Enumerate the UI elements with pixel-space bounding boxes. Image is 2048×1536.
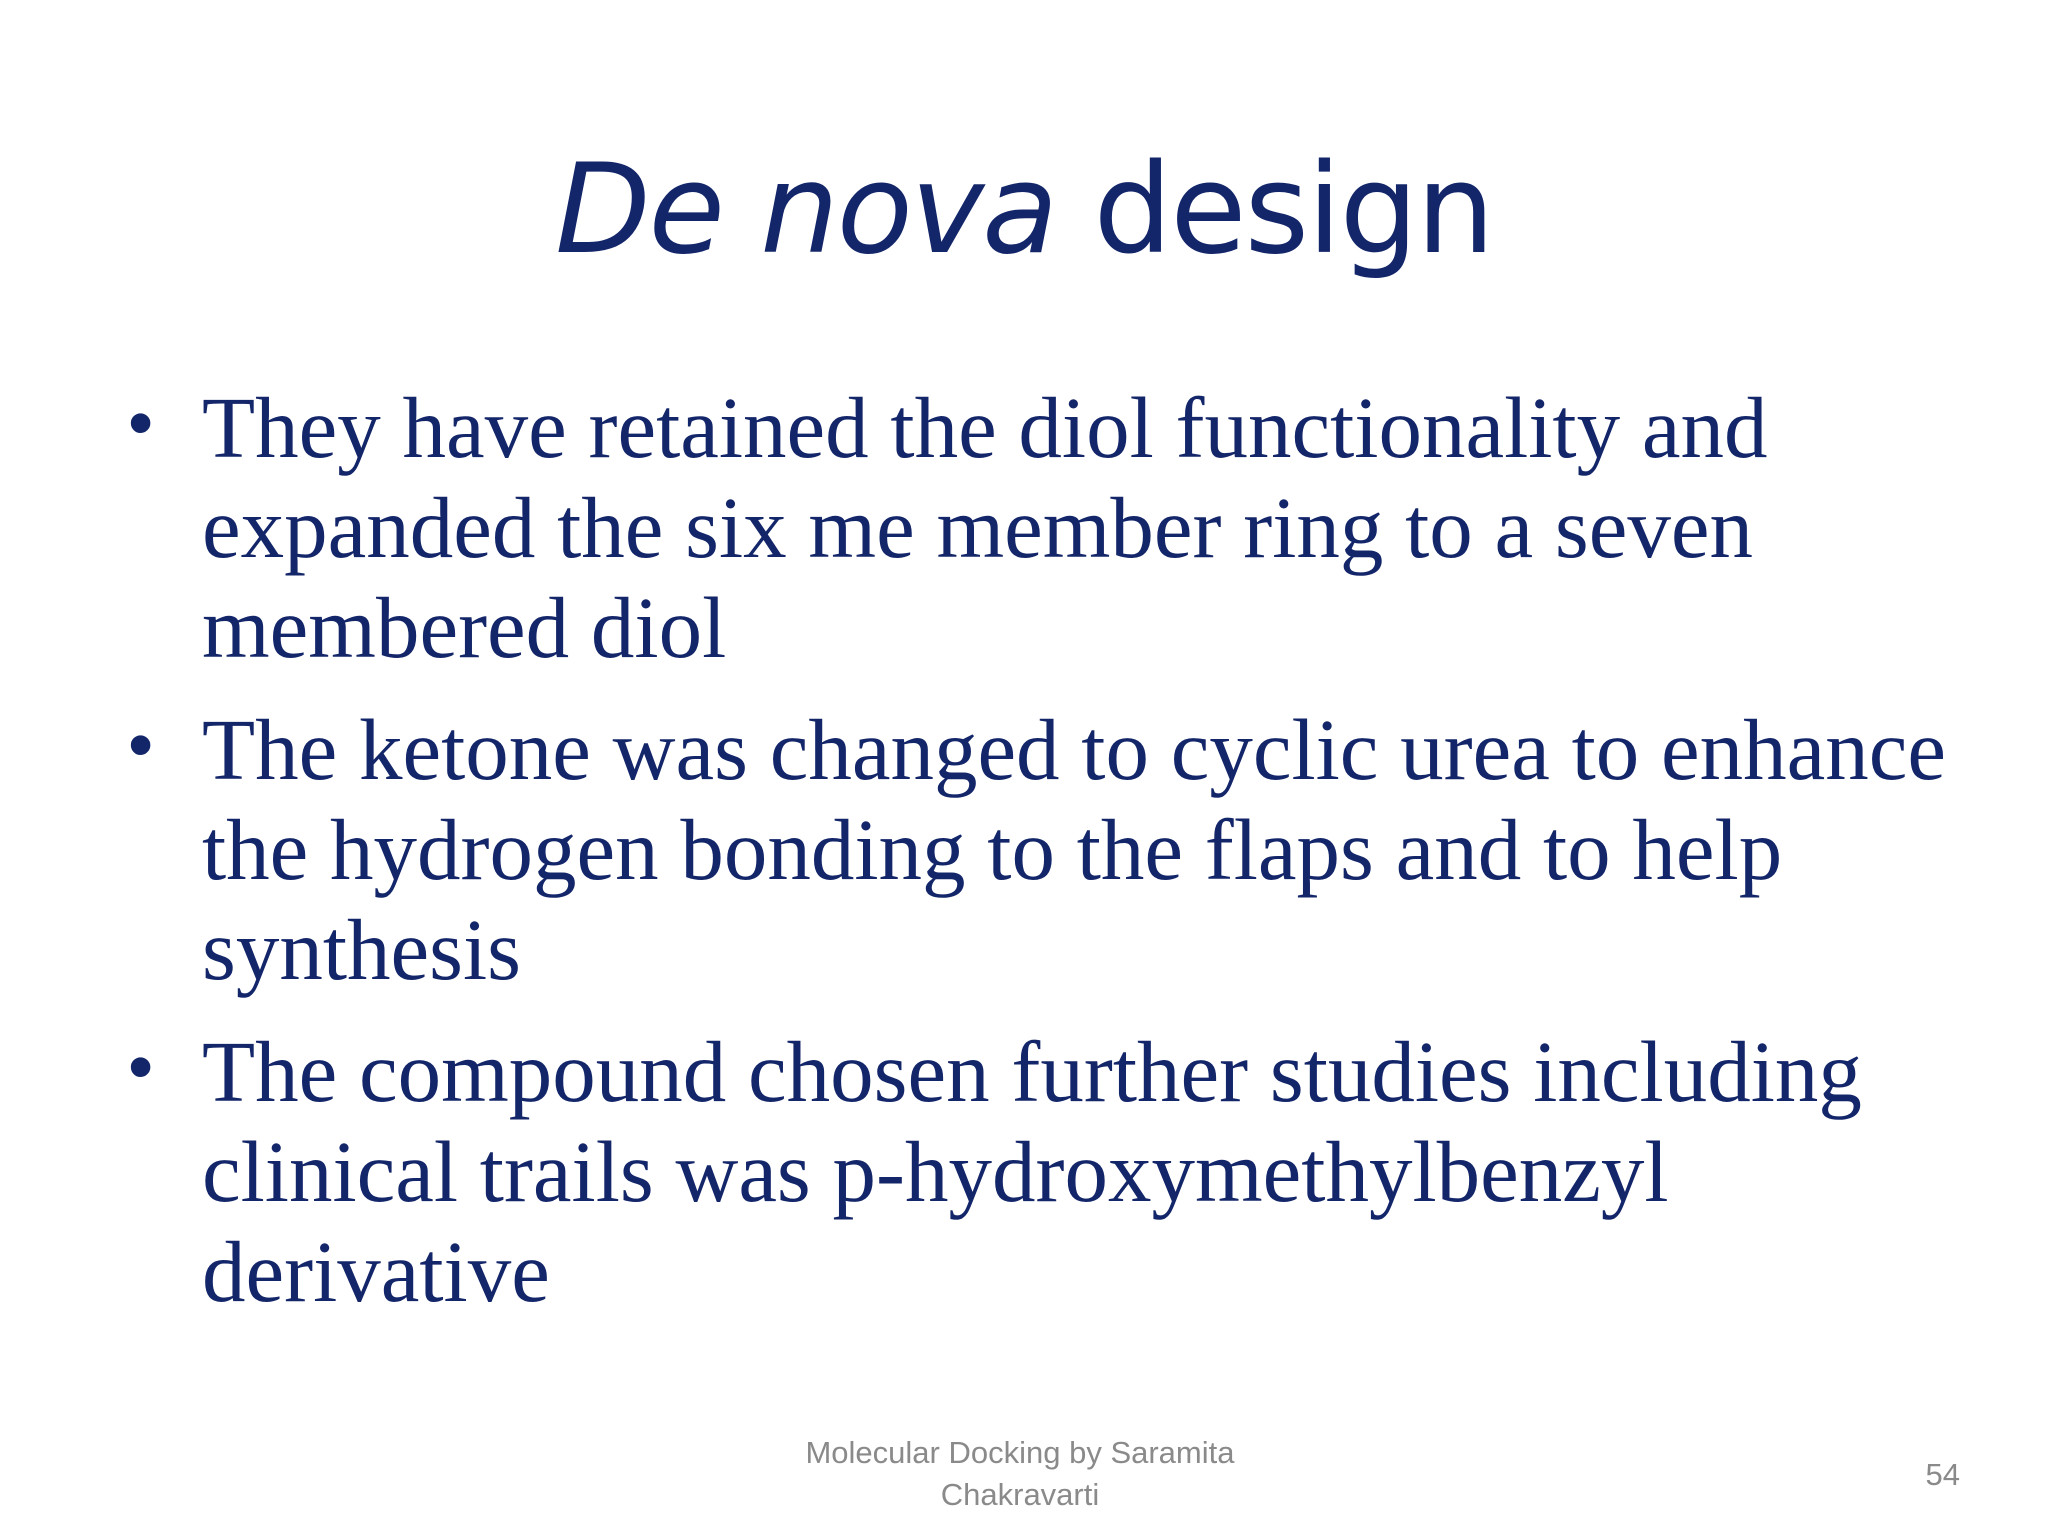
slide-title [0,130,2048,290]
bullet-item [118,700,1998,1000]
bullet-list [118,378,1998,1344]
slide-title-italic: De nova [555,138,1057,282]
bullet-icon: • [128,1027,154,1107]
bullet-icon: • [128,705,154,785]
bullet-icon: • [128,383,154,463]
bullet-item [118,378,1998,678]
bullet-item [118,1022,1998,1322]
bullet-text: They have retained the diol functionality and expanded the six me member ring to a seven membered diol [202,379,1768,676]
slide-title-rest: design [1056,138,1493,282]
bullet-text: The ketone was changed to cyclic urea to enhance the hydrogen bonding to the flaps and to help synthesis [202,701,1946,998]
bullet-text: The compound chosen further studies including clinical trails was p-hydroxymethylbenzyl derivative [202,1023,1862,1320]
page-number: 54 [1925,1457,1960,1492]
slide-footer: Molecular Docking by Saramita Chakravarti [805,1435,1235,1512]
